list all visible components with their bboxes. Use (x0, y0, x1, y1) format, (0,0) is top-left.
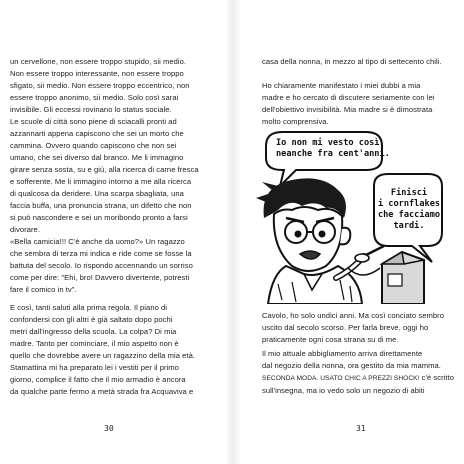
text-line: Il mio attuale abbigliamento arriva direttamente (262, 349, 423, 358)
text-line: dal negozio della nonna, ora gestito da mia mamma. (262, 361, 441, 370)
text-line: come per dire: "Ehi, bro! Davvero divertente, potresti (10, 273, 190, 282)
text-fragment: c'è scritto (419, 373, 455, 382)
left-paragraph-3 (10, 302, 195, 398)
text-line: casa della nonna, in mezzo al tipo di settecento chili. (262, 57, 442, 66)
text-line: Le scuole di città sono piene di sciacalli pronti ad (10, 117, 177, 126)
left-paragraph-2 (10, 236, 193, 296)
bubble-line: che facciamo (377, 210, 441, 220)
text-line: invisibile. Gli eccessi rovinano lo status sociale. (10, 105, 172, 114)
text-line: sull'insegna, ma io vedo solo un negozio di abiti (262, 386, 425, 395)
text-line: molto comprensiva. (262, 117, 329, 126)
speech-bubble-right-text (376, 188, 442, 232)
text-line: Cavolo, ho solo undici anni. Ma così conciato sembro (262, 311, 444, 320)
text-line: fare il comico in tv". (10, 285, 77, 294)
text-line: cammina. Ovvero quando capiscono che non sei (10, 141, 177, 150)
text-line (262, 372, 454, 385)
text-line: sfigato, sii medio. Non essere troppo eccentrico, non (10, 81, 190, 90)
text-line: che sembra di terza mi indica e ride come se fosse la (10, 249, 192, 258)
text-line: essere troppo anonimo, sii medio. Solo così sarai (10, 93, 179, 102)
text-line: si può nascondere e sei un moribondo pronto a farsi (10, 213, 188, 222)
comic-illustration (252, 128, 448, 304)
text-line: azzannarti appena capiscono che sei un morto che (10, 129, 184, 138)
text-line: madre. Tanto per cominciare, il mio aspetto non è (10, 339, 179, 348)
page-number-left: 30 (104, 424, 114, 433)
text-line: da qualche parte fermo a metà strada fra Acquaviva e (10, 387, 194, 396)
bubble-line: Finisci (390, 188, 428, 198)
text-line: dell'obiettivo invisibilità. Mia madre si è dimostrata (262, 105, 433, 114)
text-line: battuta del secolo. Io rispondo accennando un sorriso (10, 261, 193, 270)
text-line: metri dall'ingresso della scuola. La colpa? Di mia (10, 327, 177, 336)
text-line: faccia buffa, una pronuncia strana, un difetto che non (10, 201, 192, 210)
milk-carton (382, 252, 424, 304)
text-line: confondersi con gli altri è già saltato dopo pochi (10, 315, 173, 324)
text-line: uscito dal secolo scorso. Per farla breve, oggi ho (262, 323, 429, 332)
text-line: praticamente ogni cosa strana su di me. (262, 335, 399, 344)
text-line: di qualcosa da deridere. Una scarpa sbagliata, una (10, 189, 184, 198)
text-line: E così, tanti saluti alla prima regola. Il piano di (10, 303, 168, 312)
shop-sign-text: SECONDA MODA. USATO CHIC A PREZZI SHOCK! (262, 375, 420, 382)
bubble-line: Io non mi vesto così (276, 138, 380, 148)
text-line: madre e ho cercato di discutere seriamente con lei (262, 93, 435, 102)
right-paragraph-4 (262, 348, 454, 397)
right-paragraph-1 (262, 56, 442, 68)
bubble-line: neanche fra cent'anni. (276, 149, 390, 159)
page-number-right: 31 (356, 424, 366, 433)
left-paragraph-1 (10, 56, 199, 236)
bubble-line: i cornflakes (377, 199, 441, 209)
bubble-line: tardi. (393, 221, 425, 231)
right-paragraph-2 (262, 80, 435, 128)
text-line: divorare. (10, 225, 40, 234)
text-line: «Bella camicia!!! C'è anche da uomo?» Un ragazzo (10, 237, 185, 246)
text-line: e sofferente. Me li immagino intorno a me alla ricerca (10, 177, 192, 186)
speech-bubble-left-text (276, 138, 390, 160)
text-line: giorno, complice il fatto che il mio armadio è ancora (10, 375, 186, 384)
text-line: quello che dovrebbe avere un ragazzino della mia età. (10, 351, 196, 360)
text-line: un cervellone, non essere troppo stupido, sii medio. (10, 57, 187, 66)
text-line: Ho chiaramente manifestato i miei dubbi a mia (262, 81, 421, 90)
text-line: girare senza sosta, su e giù, alla ricerca di carne fresca (10, 165, 199, 174)
text-line: umano, che sei diverso dal branco. Me li immagino (10, 153, 184, 162)
text-line: Non essere troppo interessante, non essere troppo (10, 69, 184, 78)
text-line: Stamattina mi ha preparato lei i vestiti per il primo (10, 363, 179, 372)
right-paragraph-3 (262, 310, 444, 346)
